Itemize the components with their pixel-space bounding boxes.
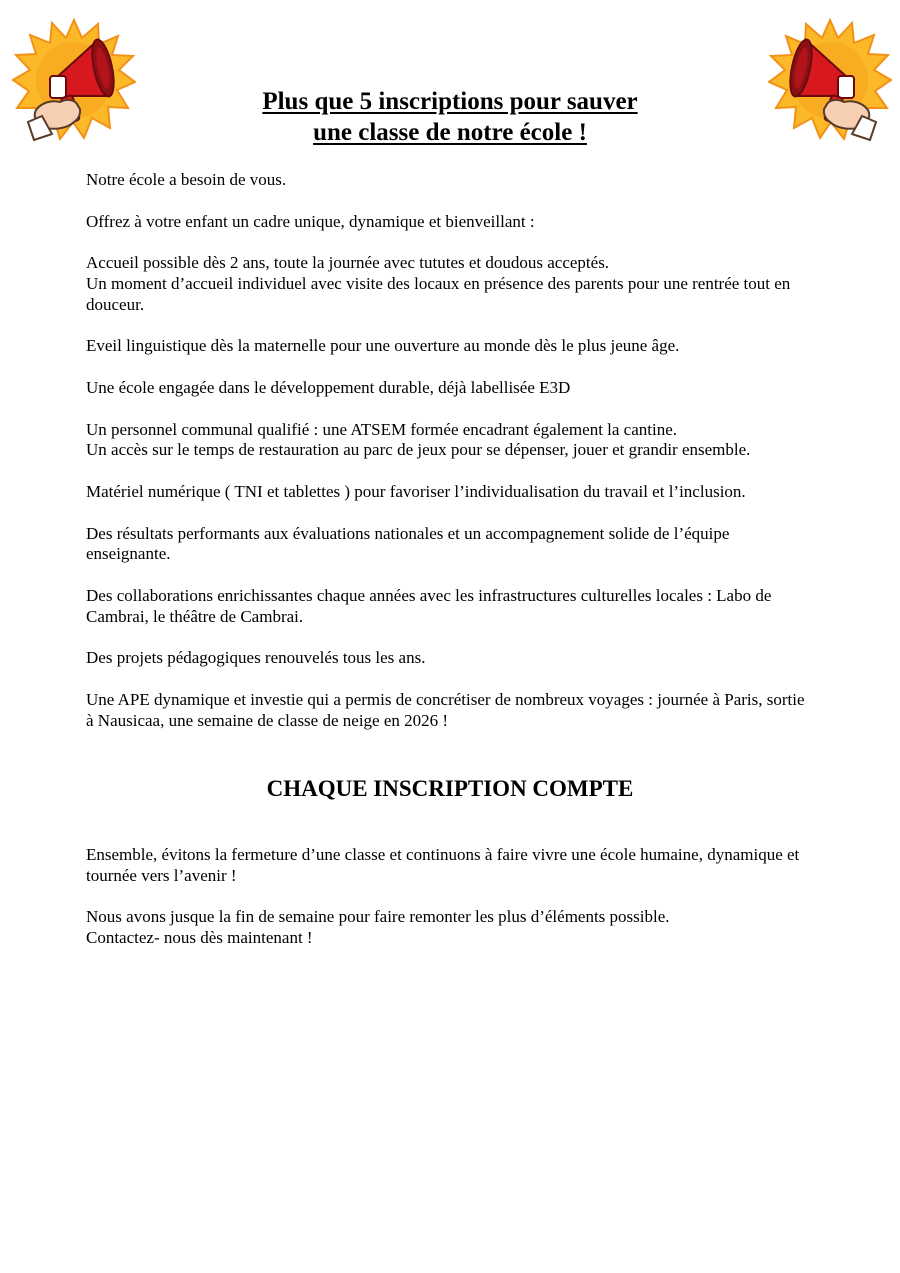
paragraph-together: Ensemble, évitons la fermeture d’une classe et continuons à faire vivre une école humaine, dynamique et tournée vers l’avenir ! xyxy=(86,845,800,885)
body-text xyxy=(86,170,816,752)
paragraph-need: Notre école a besoin de vous. xyxy=(86,170,287,189)
paragraph-results: Des résultats performants aux évaluations nationales et un accompagnement solide de l’équipe enseignante. xyxy=(86,523,730,564)
paragraph-language: Eveil linguistique dès la maternelle pour une ouverture au monde dès le plus jeune âge. xyxy=(86,336,680,356)
paragraph-projects: Des projets pédagogiques renouvelés tous les ans. xyxy=(86,648,426,668)
paragraph-deadline xyxy=(86,907,816,949)
page-title xyxy=(0,86,900,148)
title-line-1: Plus que 5 inscriptions pour sauver xyxy=(262,88,638,115)
contact-line: Contactez- nous dès maintenant ! xyxy=(86,928,313,948)
playground-line: Un accès sur le temps de restauration au parc de jeux pour se dépenser, jouer et grandir ensemble. xyxy=(86,440,751,460)
paragraph-sustainable: Une école engagée dans le développement durable, déjà labellisée E3D xyxy=(86,377,571,397)
welcome-line: Accueil possible dès 2 ans, toute la journée avec tututes et doudous acceptés. xyxy=(86,253,610,273)
paragraph-welcome xyxy=(86,253,816,315)
staff-line: Un personnel communal qualifié : une ATSEM formée encadrant également la cantine. xyxy=(86,419,678,439)
title-line-2: une classe de notre école ! xyxy=(313,119,587,146)
paragraph-offer: Offrez à votre enfant un cadre unique, dynamique et bienveillant : xyxy=(86,211,535,231)
paragraph-culture: Des collaborations enrichissantes chaque années avec les infrastructures culturelles locales : Labo de Cambrai, le théâtre de Cambrai. xyxy=(86,585,772,626)
paragraph-ape: Une APE dynamique et investie qui a permis de concrétiser de nombreux voyages : journée à Paris, sortie à Nausicaa, une semaine de classe de neige en 2026 ! xyxy=(86,689,805,730)
closing-text xyxy=(86,845,816,970)
paragraph-digital: Matériel numérique ( TNI et tablettes ) pour favoriser l’individualisation du travail et l’inclusion. xyxy=(86,481,746,501)
paragraph-staff xyxy=(86,420,816,462)
slogan-heading: CHAQUE INSCRIPTION COMPTE xyxy=(266,776,634,801)
deadline-line: Nous avons jusque la fin de semaine pour faire remonter les plus d’éléments possible. xyxy=(86,907,670,927)
individual-welcome-line: Un moment d’accueil individuel avec visite des locaux en présence des parents pour une rentrée tout en douceur. xyxy=(86,273,791,314)
